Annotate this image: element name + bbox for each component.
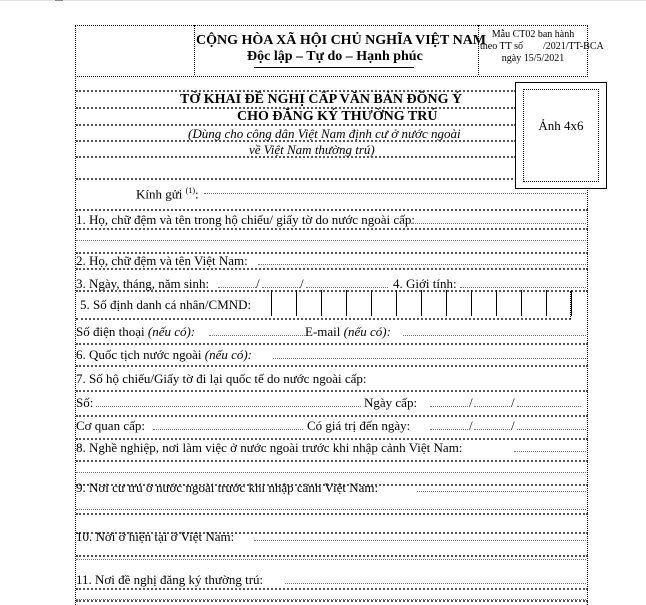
birth-date-sep-1: / [256, 276, 260, 291]
current-residence-input[interactable] [254, 540, 586, 541]
registration-place-input-line2[interactable] [76, 599, 586, 600]
valid-date-sep-1: / [469, 418, 473, 433]
field-11-label: 11. Nơi đề nghị đăng ký thường trú: [76, 572, 264, 587]
phone-if-any: (nếu có): [147, 324, 196, 339]
birth-month-input[interactable] [262, 287, 300, 288]
field-1-label: 1. Họ, chữ đệm và tên trong hộ chiếu/ giấy tờ do nước ngoài cấp: [76, 212, 416, 227]
form-code-line3: ngày 15/5/2021 [501, 53, 565, 64]
issue-date-sep-2: / [511, 395, 515, 410]
field-9-label: 9. Nơi cư trú ở nước ngoài trước khi nhập cảnh Việt Nam: [76, 480, 379, 495]
top-scrollbar[interactable] [0, 0, 646, 1]
id-digit-box[interactable] [396, 290, 421, 316]
issue-month-input[interactable] [474, 406, 510, 407]
occupation-input-line2[interactable] [76, 472, 586, 473]
id-digit-box[interactable] [471, 290, 496, 316]
email-label [305, 324, 391, 339]
id-digit-box[interactable] [546, 290, 571, 316]
nation-title: CỘNG HÒA XÃ HỘI CHỦ NGHĨA VIỆT NAM [196, 33, 487, 48]
id-digit-box[interactable] [271, 290, 296, 316]
gender-input[interactable] [460, 287, 586, 288]
field-5-label: 5. Số định danh cá nhân/CMND: [80, 297, 252, 312]
email-if-any: (nếu có): [343, 324, 391, 339]
issue-day-input[interactable] [430, 406, 468, 407]
form-title-line2: CHO ĐĂNG KÝ THƯỜNG TRÚ [237, 109, 438, 124]
id-digit-box[interactable] [421, 290, 446, 316]
field-4-label: 4. Giới tính: [393, 276, 457, 291]
field-1-input[interactable] [401, 223, 586, 224]
issue-date-sep-1: / [469, 395, 473, 410]
email-text: E-mail [305, 324, 344, 339]
recipient-label [136, 183, 199, 201]
current-residence-input-line2[interactable] [76, 559, 586, 560]
recipient-text: Kính gửi [136, 186, 183, 202]
recipient-field[interactable] [204, 193, 586, 194]
nationality-input[interactable] [273, 358, 586, 359]
issuer-input[interactable] [153, 429, 303, 430]
valid-month-input[interactable] [474, 429, 510, 430]
id-digit-box[interactable] [496, 290, 521, 316]
form-subtitle-line1: (Dùng cho công dân Việt Nam định cư ở nước ngoài [188, 126, 461, 141]
nation-motto: Độc lập – Tự do – Hạnh phúc [247, 49, 423, 64]
occupation-input[interactable] [514, 451, 586, 452]
form-code-line1: Mẫu CT02 ban hành [491, 29, 575, 40]
birth-date-sep-2: / [300, 276, 304, 291]
form-code-line2: theo TT số /2021/TT-BCA [480, 41, 604, 52]
photo-label: Ảnh 4x6 [538, 118, 584, 133]
field-3-label: 3. Ngày, tháng, năm sinh: [76, 276, 210, 291]
phone-input[interactable] [209, 335, 305, 336]
field-1-input-line2[interactable] [76, 240, 586, 241]
registration-place-input[interactable] [285, 583, 586, 584]
id-digit-box[interactable] [446, 290, 471, 316]
issue-date-label: Ngày cấp: [364, 395, 418, 410]
birth-year-input[interactable] [306, 287, 388, 288]
issue-year-input[interactable] [517, 406, 581, 407]
id-digit-box[interactable] [321, 290, 346, 316]
id-digit-box[interactable] [296, 290, 321, 316]
id-digit-box[interactable] [371, 290, 396, 316]
valid-day-input[interactable] [430, 429, 468, 430]
frame-right-border [587, 187, 588, 605]
phone-text: Số điện thoại [76, 324, 148, 339]
recipient-footnote: (1) [185, 186, 195, 195]
field-6-text: 6. Quốc tịch nước ngoài [76, 347, 205, 362]
passport-no-input[interactable] [96, 406, 361, 407]
foreign-residence-input[interactable] [417, 491, 586, 492]
scrollbar-thumb[interactable] [55, 0, 63, 1]
form-title-line1: TỜ KHAI ĐỀ NGHỊ CẤP VĂN BẢN ĐỒNG Ý [180, 92, 463, 107]
photo-inner-border [523, 89, 599, 182]
photo-box [515, 82, 607, 189]
email-input[interactable] [403, 335, 586, 336]
foreign-residence-input-line2[interactable] [76, 509, 586, 510]
field-7-label: 7. Số hộ chiếu/Giấy tờ đi lại quốc tế do nước ngoài cấp: [76, 371, 367, 386]
field-6-label [76, 347, 252, 362]
field-2-label: 2. Họ, chữ đệm và tên Việt Nam: [76, 253, 248, 268]
field-2-input[interactable] [258, 264, 586, 265]
passport-no-label: Số: [76, 395, 94, 410]
issuer-label: Cơ quan cấp: [76, 418, 145, 433]
recipient-colon: : [195, 186, 199, 202]
birth-day-input[interactable] [218, 287, 256, 288]
phone-label [76, 324, 195, 339]
field-8-label: 8. Nghề nghiệp, nơi làm việc ở nước ngoài trước khi nhập cảnh Việt Nam: [76, 440, 463, 455]
form-subtitle-line2: về Việt Nam thường trú) [249, 142, 375, 157]
valid-date-sep-2: / [511, 418, 515, 433]
field-6-if-any: (nếu có): [204, 347, 253, 362]
valid-year-input[interactable] [517, 429, 586, 430]
id-digit-box[interactable] [346, 290, 371, 316]
field-10-label: 10. Nơi ở hiện tại ở Việt Nam: [76, 529, 235, 544]
id-digit-box-end [571, 290, 596, 316]
valid-until-label: Có giá trị đến ngày: [307, 418, 411, 433]
id-digit-box[interactable] [521, 290, 546, 316]
